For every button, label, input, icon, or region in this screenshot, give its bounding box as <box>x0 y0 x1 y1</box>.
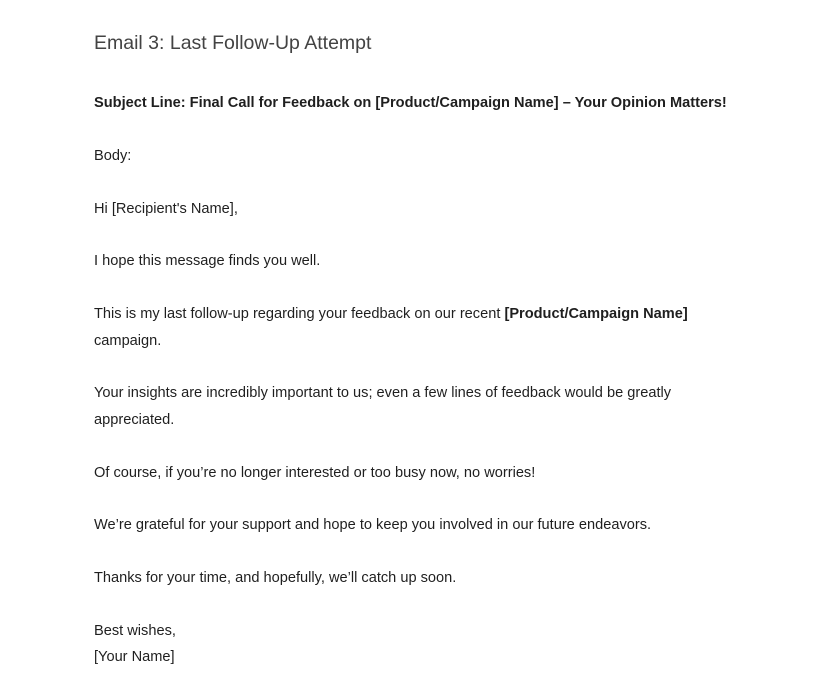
subject-line: Subject Line: Final Call for Feedback on [Product/Campaign Name] – Your Opinion Matters! <box>94 95 727 111</box>
product-campaign-placeholder: [Product/Campaign Name] <box>504 306 688 322</box>
paragraph-intro: I hope this message finds you well. <box>94 253 321 269</box>
signature: [Your Name] <box>94 649 175 665</box>
paragraph-thanks: Thanks for your time, and hopefully, we’ll catch up soon. <box>94 570 457 586</box>
email-heading: Email 3: Last Follow-Up Attempt <box>94 32 372 54</box>
signoff: Best wishes, <box>94 623 176 639</box>
paragraph-insights-continued: appreciated. <box>94 412 175 428</box>
body-label: Body: <box>94 148 132 164</box>
paragraph-follow-up-continued: campaign. <box>94 333 162 349</box>
paragraph-follow-up <box>94 301 688 328</box>
paragraph-insights: Your insights are incredibly important to us; even a few lines of feedback would be greatly <box>94 385 672 401</box>
paragraph-no-worries: Of course, if you’re no longer interested or too busy now, no worries! <box>94 465 536 481</box>
paragraph-follow-up-text: This is my last follow-up regarding your feedback on our recent <box>94 306 505 322</box>
greeting: Hi [Recipient's Name], <box>94 201 238 217</box>
paragraph-gratitude: We’re grateful for your support and hope to keep you involved in our future endeavors. <box>94 517 652 533</box>
